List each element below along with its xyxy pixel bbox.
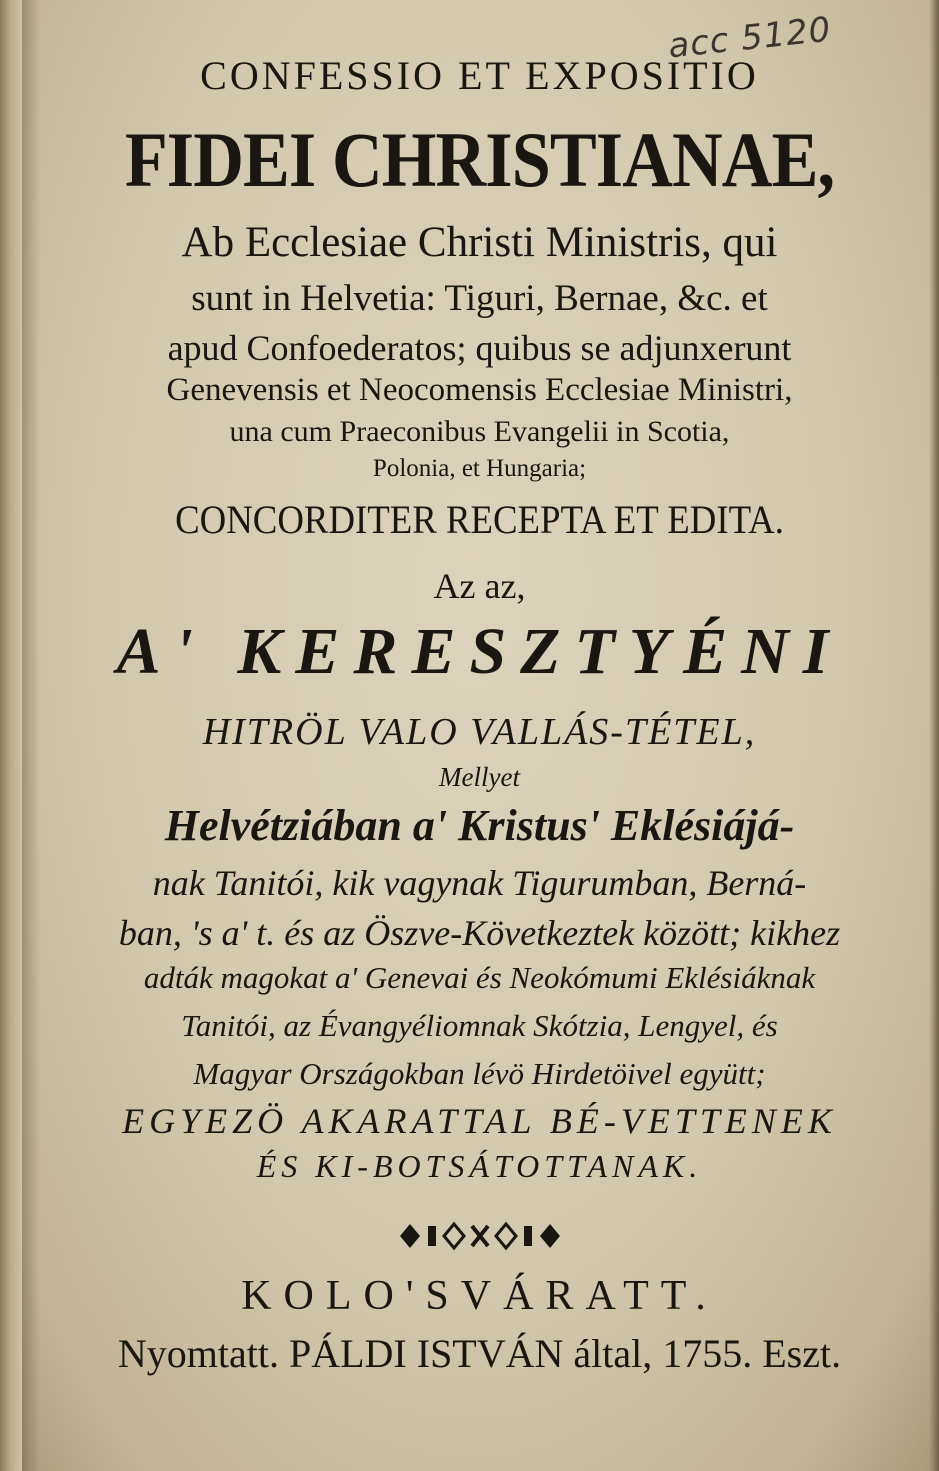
title-line-fidei: FIDEI CHRISTIANAE, <box>124 116 835 203</box>
title-line-az-az: Az az, <box>433 566 526 606</box>
title-line-6: Genevensis et Neocomensis Ecclesiae Ministri, <box>166 372 793 408</box>
printer-ornament <box>40 1216 919 1256</box>
title-line-keresztyeni: A' KERESZTYÉNI <box>116 615 843 688</box>
title-line-18: Tanitói, az Évangyéliomnak Skótzia, Lengyel, és <box>181 1008 778 1043</box>
book-gutter <box>0 0 22 1471</box>
title-line-16: ban, 's a' t. és az Öszve-Következtek között; kikhez <box>118 913 841 953</box>
title-line-8: Polonia, et Hungaria; <box>372 455 587 482</box>
title-line-3: Ab Ecclesiae Christi Ministris, qui <box>181 219 778 266</box>
imprint-place: KOLO'SVÁRATT. <box>241 1273 718 1319</box>
imprint-printer: Nyomtatt. PÁLDI ISTVÁN által, 1755. Eszt. <box>117 1331 842 1376</box>
title-line-concorditer: CONCORDITER RECEPTA ET EDITA. <box>175 497 784 542</box>
title-line-ki-botsatottanak: ÉS KI-BOTSÁTOTTANAK. <box>256 1148 703 1184</box>
gutter-shadow <box>22 0 40 1471</box>
ornament-icon <box>390 1216 570 1256</box>
title-line-7: una cum Praeconibus Evangelii in Scotia, <box>229 415 730 448</box>
handwritten-accession-note: acc 5120 <box>666 9 834 67</box>
title-line-19: Magyar Országokban lévö Hirdetöivel együtt; <box>193 1056 766 1091</box>
page-edge-shadow <box>929 0 939 1471</box>
title-line-15: nak Tanitói, kik vagynak Tigurumban, Berná- <box>152 863 807 903</box>
title-line-4: sunt in Helvetia: Tiguri, Bernae, &c. et <box>191 278 768 319</box>
title-line-5: apud Confoederatos; quibus se adjunxerunt <box>167 328 792 368</box>
title-line-confessio: CONFESSIO ET EXPOSITIO <box>200 53 759 98</box>
title-line-17: adták magokat a' Genevai és Neokómumi Eklésiáknak <box>143 960 816 995</box>
title-line-mellyet: Mellyet <box>439 762 520 792</box>
title-line-hitrol: HITRÖL VALO VALLÁS-TÉTEL, <box>202 711 757 753</box>
title-line-helvetziaban: Helvétziában a' Kristus' Eklésiájá- <box>164 801 795 850</box>
title-line-egyezo: EGYEZÖ AKARATTAL BÉ-VETTENEK <box>122 1101 837 1141</box>
